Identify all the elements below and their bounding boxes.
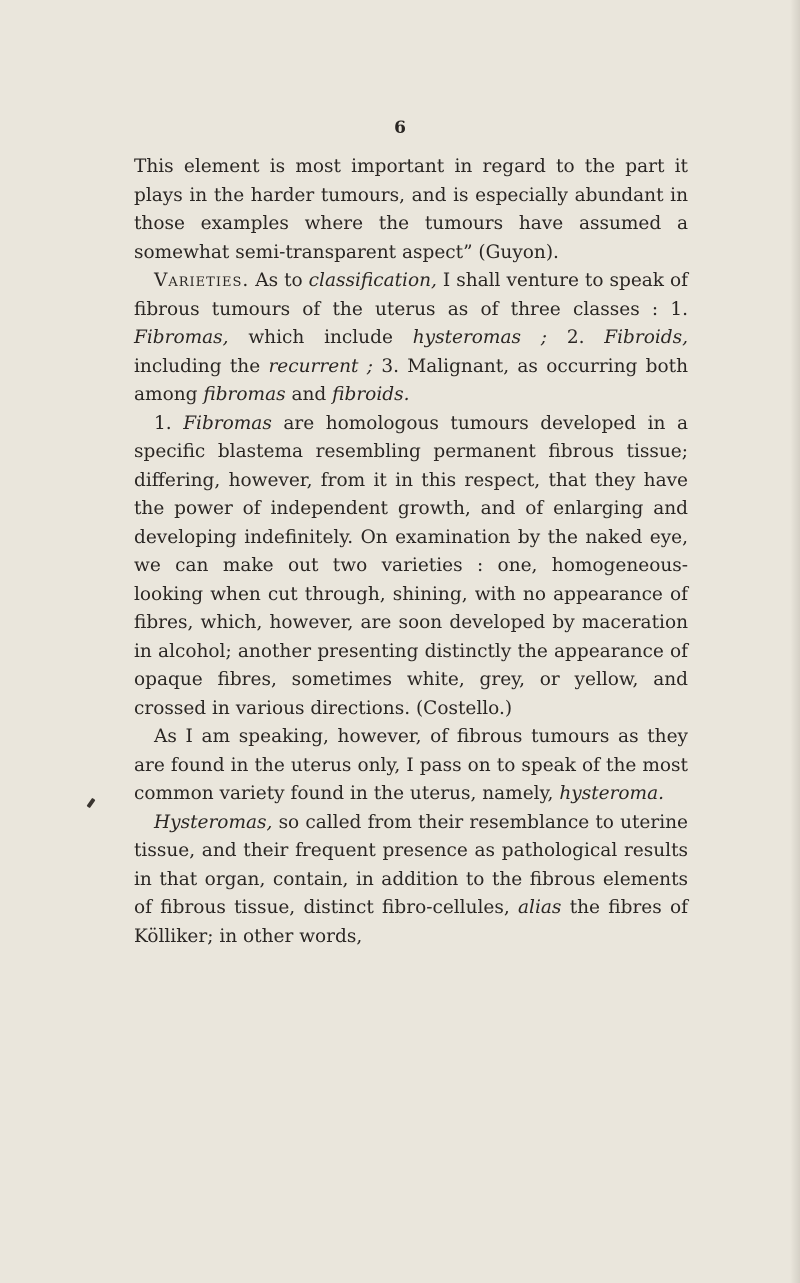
italic-term: fibroids.	[332, 384, 410, 405]
paragraph-1: This element is most important in regard to the part it plays in the harder tumours, and is especially abundant in those examples where the tumours have assumed a somewhat semi-transparent aspect” (Guyon).	[134, 156, 688, 263]
paragraph-5-hysteromas	[134, 809, 688, 952]
paragraph-2-varieties	[134, 267, 688, 410]
italic-term: alias	[518, 897, 562, 918]
ink-blot	[86, 798, 95, 808]
italic-term: fibromas	[203, 384, 286, 405]
italic-term: classification,	[308, 270, 437, 291]
text-run: 3. Malignant, as occurring both among	[134, 355, 688, 405]
italic-term: Fibroids,	[604, 327, 689, 348]
text-run: the fibres of Kölliker; in other words,	[134, 897, 688, 947]
text-run: As to	[249, 270, 309, 291]
italic-term: recurrent ;	[268, 355, 374, 377]
text-run: and	[285, 384, 333, 405]
italic-term: hysteromas ;	[412, 327, 548, 348]
text-run: so called from their resemblance to uterine tissue, and their frequent presence as pathological results in that organ, contain, in addition to the fibrous elements of fibrous tissue, distinct fibro-cellules,	[134, 811, 688, 918]
text-run: I shall venture to speak of fibrous tumours of the uterus as of three classes : 1.	[134, 270, 688, 320]
italic-term: hysteroma.	[559, 783, 665, 804]
paragraph-4	[134, 723, 688, 809]
text-run: including the	[134, 355, 269, 377]
text-run: 1.	[154, 412, 184, 434]
body-text	[134, 153, 688, 951]
italic-term: Fibromas,	[134, 327, 229, 348]
italic-term: Hysteromas,	[154, 811, 273, 833]
text-run: are homologous tumours developed in a specific blastema resembling permanent fibrous tissue; differing, however, from it in this respect, that they have the power of independent growth, and of enlarging and developing indefinitely. On examination by the naked eye, we can make out two varieties : one, homogeneous-looking when cut through, shining, with no appearance of fibres, which, however, are soon developed by maceration in alcohol; another presenting distinctly the appearance of opaque fibres, sometimes white, grey, or yellow, and crossed in various directions. (Costello.)	[134, 412, 688, 719]
section-lead: Varieties.	[154, 270, 250, 291]
page-edge-shadow	[790, 0, 800, 1283]
text-run: As I am speaking, however, of fibrous tumours as they are found in the uterus only, I pass on to speak of the most common variety found in the uterus, namely,	[134, 726, 688, 804]
text-run: 2.	[547, 327, 605, 348]
page-number: 6	[394, 118, 406, 138]
text-run: which include	[228, 327, 413, 348]
italic-term: Fibromas	[183, 412, 272, 434]
paragraph-3-fibromas	[134, 410, 688, 724]
